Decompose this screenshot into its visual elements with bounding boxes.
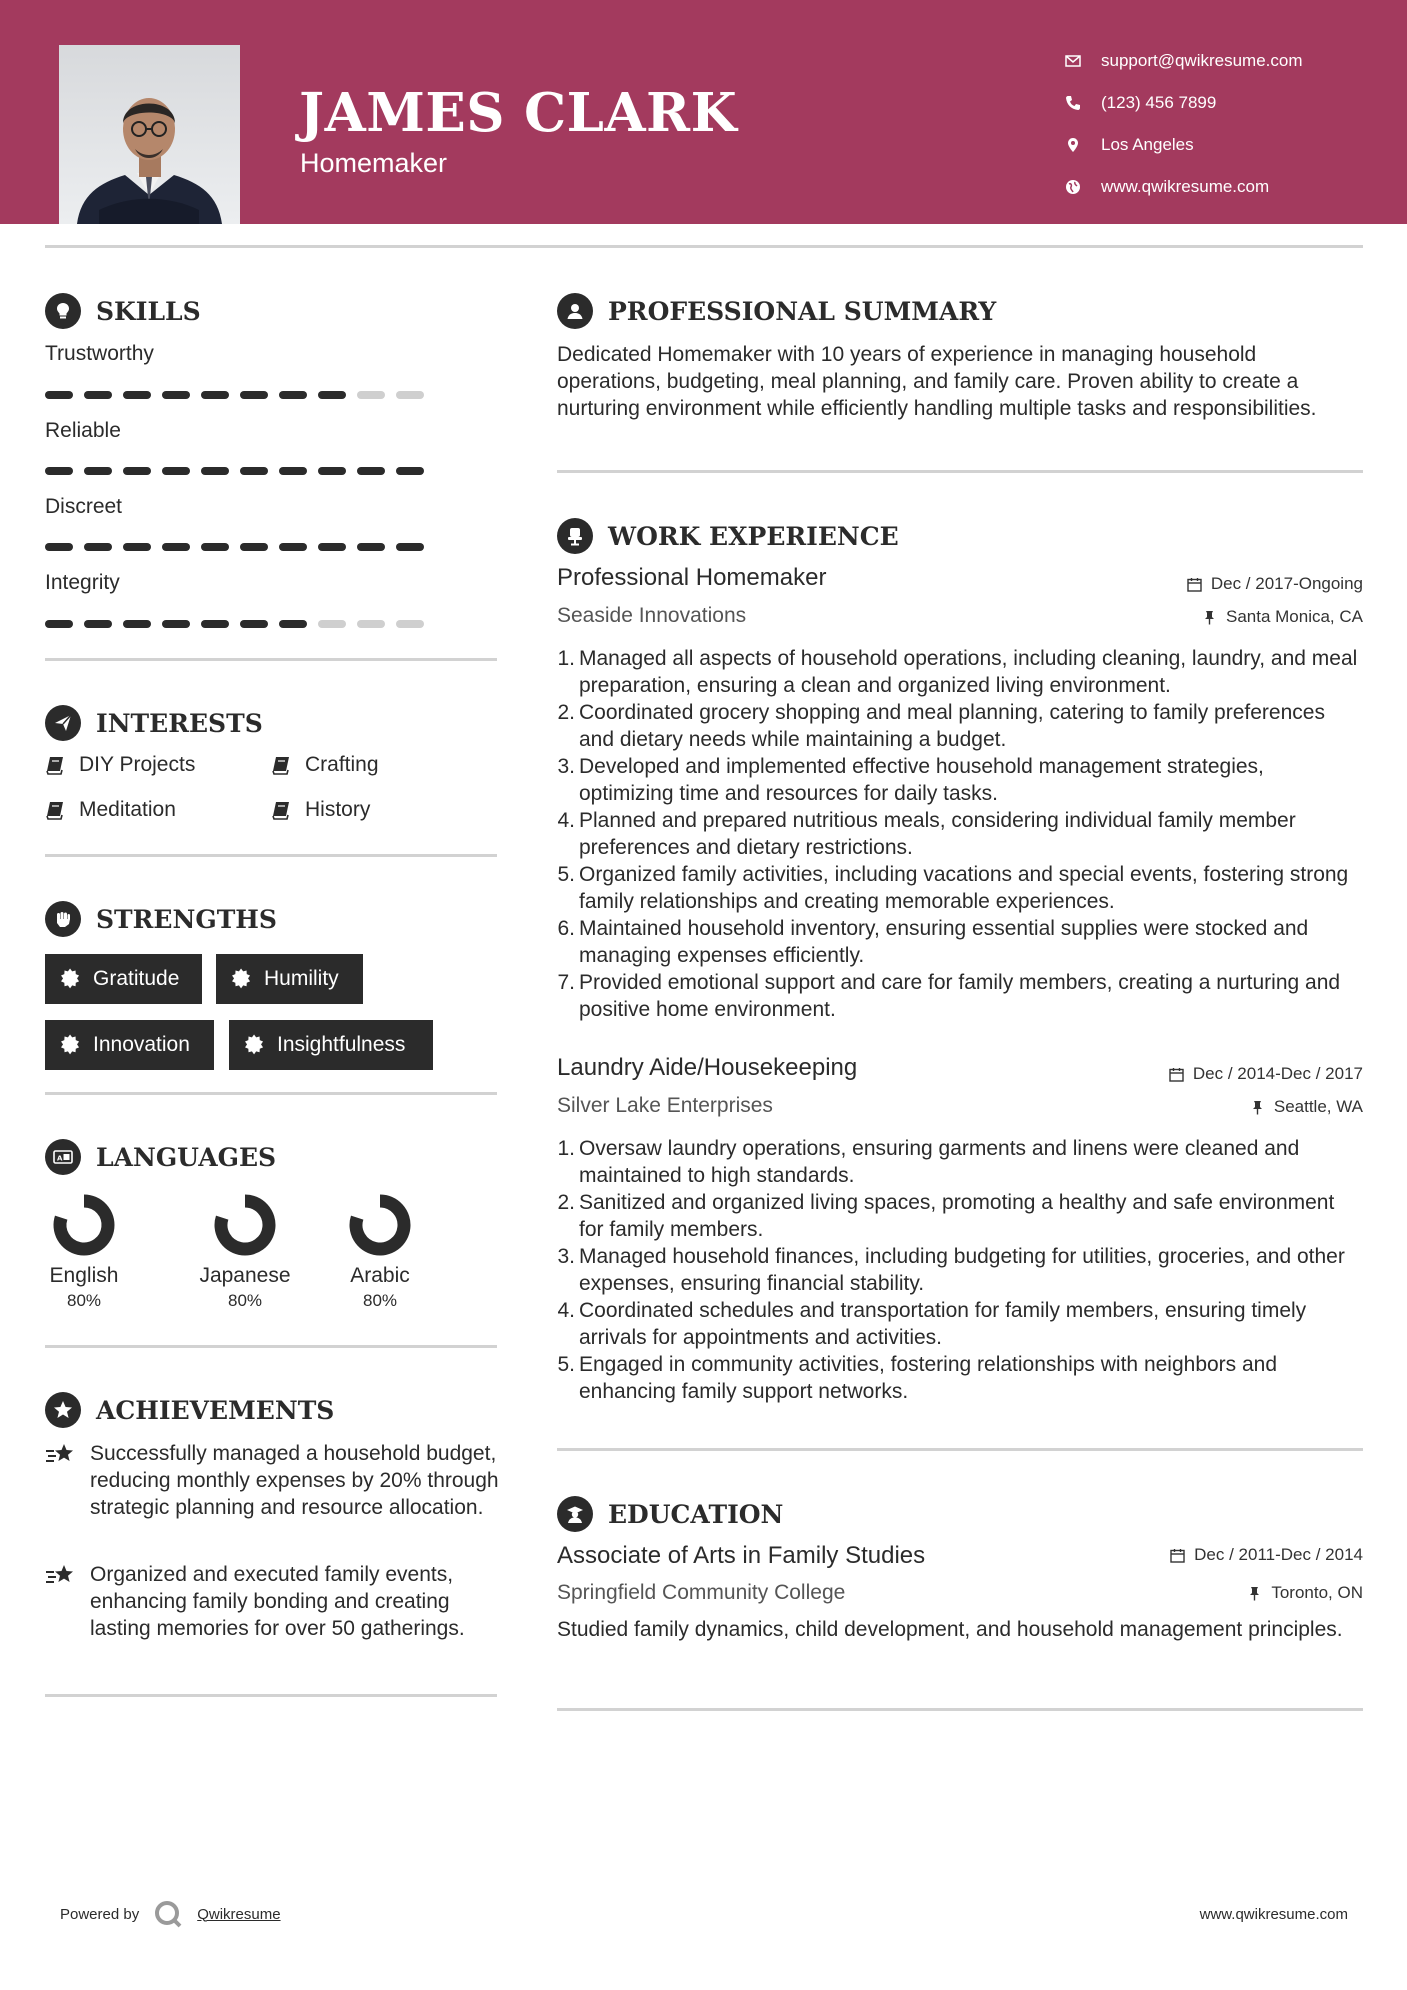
education-dates-text: Dec / 2011-Dec / 2014 <box>1194 1545 1363 1564</box>
shooting-star-icon <box>45 1563 77 1589</box>
interest-label: DIY Projects <box>79 753 196 776</box>
skills-title: SKILLS <box>96 296 201 326</box>
skill-dash <box>318 543 346 551</box>
profile-photo <box>59 45 240 224</box>
education-title: EDUCATION <box>608 1499 784 1529</box>
job-title: Professional Homemaker <box>557 564 827 591</box>
interest-item <box>45 753 195 777</box>
skill-rating <box>45 467 435 475</box>
interest-item <box>271 753 379 777</box>
achievement-text: Successfully managed a household budget, reducing monthly expenses by 20% through strategic planning and resource allocation. <box>90 1442 499 1519</box>
skill-dash <box>396 543 424 551</box>
language-percent: 80% <box>362 1291 398 1310</box>
language-ring <box>348 1193 412 1257</box>
book-icon <box>271 800 291 820</box>
strength-chip <box>216 954 363 1004</box>
job-location-text: Seattle, WA <box>1273 1097 1363 1116</box>
language-percent: 80% <box>66 1291 102 1310</box>
pushpin-icon <box>1247 1586 1262 1601</box>
job-location-text: Santa Monica, CA <box>1225 607 1363 626</box>
job-dates <box>1187 574 1363 594</box>
bullet-text: Coordinated schedules and transportation for family members, ensuring timely arrivals for appointments and activities. <box>579 1299 1307 1349</box>
skill-dash <box>162 467 190 475</box>
skill-dash <box>240 543 268 551</box>
experience-title: WORK EXPERIENCE <box>608 521 899 551</box>
bullet-text: Sanitized and organized living spaces, promoting a healthy and safe environment for family members. <box>579 1191 1335 1241</box>
book-icon <box>45 800 65 820</box>
skill-label: Reliable <box>45 419 121 442</box>
skill-rating <box>45 391 435 399</box>
badge-icon <box>243 1034 265 1056</box>
skill-rating <box>45 543 435 551</box>
language-ring <box>52 1193 116 1257</box>
achievements-title: ACHIEVEMENTS <box>96 1395 335 1425</box>
skill-dash <box>240 620 268 628</box>
svg-text:A: A <box>57 1154 63 1163</box>
divider <box>557 1708 1363 1711</box>
list-item: 2. Coordinated grocery shopping and meal planning, catering to family preferences and dietary needs while maintaining a budget. <box>551 699 1363 753</box>
skill-dash <box>396 620 424 628</box>
divider <box>45 658 497 661</box>
skill-dash <box>396 391 424 399</box>
skill-dash <box>162 543 190 551</box>
skill-dash <box>279 467 307 475</box>
skill-dash <box>201 391 229 399</box>
job-dates <box>1169 1064 1363 1084</box>
experience-heading <box>557 518 899 554</box>
top-divider <box>45 245 1363 248</box>
powered-by-label: Powered by <box>60 1905 140 1923</box>
achievement-item <box>45 1440 505 1521</box>
degree-title: Associate of Arts in Family Studies <box>557 1542 926 1569</box>
qwikresume-logo-icon <box>153 1899 183 1929</box>
skill-dash <box>123 543 151 551</box>
footer-website[interactable]: www.qwikresume.com <box>1199 1906 1348 1923</box>
paper-plane-icon <box>52 712 74 734</box>
contact-email[interactable] <box>1065 40 1303 82</box>
job-dates-text: Dec / 2014-Dec / 2017 <box>1192 1064 1363 1083</box>
list-item: 5. Organized family activities, including vacations and special events, fostering strong family relationships and creating memorable experiences. <box>551 861 1363 915</box>
globe-icon <box>1065 179 1081 195</box>
contact-phone-text: (123) 456 7899 <box>1101 93 1217 112</box>
achievements-heading <box>45 1392 334 1428</box>
skill-dash <box>396 467 424 475</box>
contact-location <box>1065 124 1303 166</box>
skill-dash <box>162 391 190 399</box>
badge-icon <box>59 968 81 990</box>
lightbulb-icon <box>52 300 74 322</box>
candidate-name: JAMES CLARK <box>299 82 738 144</box>
divider <box>557 470 1363 473</box>
bullet-text: Organized family activities, including vacations and special events, fostering strong family relationships and creating memorable experiences. <box>579 863 1349 913</box>
footer-powered-by <box>60 1899 281 1929</box>
language-item <box>315 1193 445 1311</box>
language-item <box>19 1193 149 1311</box>
language-percent: 80% <box>227 1291 263 1310</box>
contact-location-text: Los Angeles <box>1101 135 1194 154</box>
list-item: 4. Planned and prepared nutritious meals, considering individual family member preferences and dietary restrictions. <box>551 807 1363 861</box>
strength-label: Humility <box>264 967 339 990</box>
language-name: English <box>49 1264 119 1287</box>
skill-dash <box>45 467 73 475</box>
skill-dash <box>357 467 385 475</box>
divider <box>45 854 497 857</box>
skill-dash <box>84 620 112 628</box>
language-name: Arabic <box>350 1264 410 1287</box>
job-bullets <box>551 645 1363 1023</box>
list-item: 6. Maintained household inventory, ensuring essential supplies were stocked and managing expenses efficiently. <box>551 915 1363 969</box>
skill-dash <box>240 467 268 475</box>
skill-label: Trustworthy <box>45 342 154 365</box>
list-item: 1. Oversaw laundry operations, ensuring garments and linens were cleaned and maintained to high standards. <box>551 1135 1363 1189</box>
bullet-text: Maintained household inventory, ensuring essential supplies were stocked and managing expenses efficiently. <box>579 917 1309 967</box>
job-location <box>1202 607 1363 627</box>
list-item: 3. Developed and implemented effective household management strategies, optimizing time and resources for daily tasks. <box>551 753 1363 807</box>
skill-dash <box>279 620 307 628</box>
skill-dash <box>279 391 307 399</box>
interest-item <box>271 798 370 822</box>
bullet-text: Provided emotional support and care for family members, creating a nurturing and positive home environment. <box>579 971 1341 1021</box>
contact-list <box>1065 40 1303 208</box>
strength-label: Insightfulness <box>277 1033 406 1056</box>
job-dates-text: Dec / 2017-Ongoing <box>1210 574 1363 593</box>
language-ring <box>213 1193 277 1257</box>
education-location-text: Toronto, ON <box>1271 1583 1363 1602</box>
contact-website[interactable] <box>1065 166 1303 208</box>
skill-dash <box>318 620 346 628</box>
job-bullets <box>551 1135 1363 1405</box>
divider <box>45 1092 497 1095</box>
skill-dash <box>45 620 73 628</box>
skill-dash <box>84 467 112 475</box>
user-icon <box>564 300 586 322</box>
badge-icon <box>59 1034 81 1056</box>
bullet-text: Oversaw laundry operations, ensuring garments and linens were cleaned and maintained to high standards. <box>579 1137 1300 1187</box>
school-name: Springfield Community College <box>557 1581 846 1604</box>
achievement-text: Organized and executed family events, enhancing family bonding and creating lasting memories for over 50 gatherings. <box>90 1563 465 1640</box>
skill-dash <box>201 620 229 628</box>
interest-item <box>45 798 176 822</box>
skill-dash <box>279 543 307 551</box>
strength-chip <box>45 954 202 1004</box>
list-item: 1. Managed all aspects of household operations, including cleaning, laundry, and meal preparation, ensuring a clean and organized living environment. <box>551 645 1363 699</box>
summary-heading <box>557 293 996 329</box>
skill-dash <box>201 467 229 475</box>
skill-rating <box>45 620 435 628</box>
bullet-text: Managed household finances, including budgeting for utilities, groceries, and other expenses, ensuring financial stability. <box>579 1245 1345 1295</box>
book-icon <box>271 755 291 775</box>
book-icon <box>45 755 65 775</box>
skill-dash <box>357 620 385 628</box>
languages-title: LANGUAGES <box>96 1142 277 1172</box>
skill-dash <box>84 543 112 551</box>
skill-dash <box>123 391 151 399</box>
skill-dash <box>318 467 346 475</box>
divider <box>45 1345 497 1348</box>
contact-email-text: support@qwikresume.com <box>1101 51 1303 70</box>
language-item <box>180 1193 310 1311</box>
pushpin-icon <box>1250 1100 1265 1115</box>
badge-icon <box>230 968 252 990</box>
summary-title: PROFESSIONAL SUMMARY <box>608 296 997 326</box>
list-item: 5. Engaged in community activities, fostering relationships with neighbors and enhancing family support networks. <box>551 1351 1363 1405</box>
skill-dash <box>162 620 190 628</box>
briefcase-chair-icon <box>564 525 586 547</box>
skill-dash <box>45 391 73 399</box>
divider <box>45 1694 497 1697</box>
language-name: Japanese <box>199 1264 291 1287</box>
calendar-icon <box>1170 1548 1185 1563</box>
company-name: Silver Lake Enterprises <box>557 1094 773 1117</box>
calendar-icon <box>1169 1067 1184 1082</box>
skill-dash <box>357 391 385 399</box>
skill-dash <box>357 543 385 551</box>
list-item: 4. Coordinated schedules and transportation for family members, ensuring timely arrivals for appointments and activities. <box>551 1297 1363 1351</box>
pushpin-icon <box>1202 610 1217 625</box>
bullet-text: Coordinated grocery shopping and meal planning, catering to family preferences and dietary needs while maintaining a budget. <box>579 701 1325 751</box>
phone-icon <box>1065 95 1081 111</box>
graduate-icon <box>564 1503 586 1525</box>
education-dates <box>1170 1545 1363 1565</box>
summary-text: Dedicated Homemaker with 10 years of experience in managing household operations, budgeting, meal planning, and family care. Proven ability to create a nurturing environment while efficiently handling multiple tasks and responsibilities. <box>557 343 1317 420</box>
interests-heading <box>45 705 263 741</box>
skill-dash <box>318 391 346 399</box>
strength-label: Innovation <box>93 1033 190 1056</box>
job-location <box>1250 1097 1363 1117</box>
strength-label: Gratitude <box>93 967 180 990</box>
skill-dash <box>45 543 73 551</box>
skills-heading <box>45 293 201 329</box>
fist-icon <box>52 908 74 930</box>
bullet-text: Managed all aspects of household operations, including cleaning, laundry, and meal preparation, ensuring a clean and organized living environment. <box>579 647 1358 697</box>
languages-heading <box>45 1139 276 1175</box>
interest-label: History <box>305 798 371 821</box>
skill-dash <box>84 391 112 399</box>
divider <box>557 1448 1363 1451</box>
interest-label: Crafting <box>305 753 379 776</box>
company-name: Seaside Innovations <box>557 604 747 627</box>
calendar-icon <box>1187 577 1202 592</box>
list-item: 3. Managed household finances, including budgeting for utilities, groceries, and other expenses, ensuring financial stability. <box>551 1243 1363 1297</box>
strength-chip <box>45 1020 214 1070</box>
candidate-role: Homemaker <box>300 148 448 178</box>
language-icon <box>52 1146 74 1168</box>
bullet-text: Engaged in community activities, fostering relationships with neighbors and enhancing family support networks. <box>579 1353 1278 1403</box>
list-item: 2. Sanitized and organized living spaces, promoting a healthy and safe environment for family members. <box>551 1189 1363 1243</box>
interests-title: INTERESTS <box>96 708 263 738</box>
interest-label: Meditation <box>79 798 176 821</box>
skill-label: Discreet <box>45 495 123 518</box>
envelope-icon <box>1065 53 1081 69</box>
contact-website-text: www.qwikresume.com <box>1101 177 1270 196</box>
map-pin-icon <box>1065 137 1081 153</box>
education-heading <box>557 1496 783 1532</box>
strengths-heading <box>45 901 277 937</box>
bullet-text: Planned and prepared nutritious meals, considering individual family member preferences and dietary restrictions. <box>579 809 1296 859</box>
skill-dash <box>123 467 151 475</box>
skill-dash <box>123 620 151 628</box>
contact-phone[interactable] <box>1065 82 1303 124</box>
strengths-title: STRENGTHS <box>96 904 277 934</box>
star-icon <box>52 1399 74 1421</box>
skill-dash <box>240 391 268 399</box>
job-title: Laundry Aide/Housekeeping <box>557 1054 858 1081</box>
education-text: Studied family dynamics, child development, and household management principles. <box>557 1618 1343 1641</box>
skill-label: Integrity <box>45 571 120 594</box>
skill-dash <box>201 543 229 551</box>
list-item: 7. Provided emotional support and care for family members, creating a nurturing and positive home environment. <box>551 969 1363 1023</box>
bullet-text: Developed and implemented effective household management strategies, optimizing time and resources for daily tasks. <box>579 755 1264 805</box>
achievement-item <box>45 1561 505 1642</box>
resume-header <box>0 0 1407 224</box>
shooting-star-icon <box>45 1442 77 1468</box>
qwikresume-link[interactable]: Qwikresume <box>197 1905 281 1923</box>
strength-chip <box>229 1020 433 1070</box>
education-location <box>1247 1583 1363 1603</box>
